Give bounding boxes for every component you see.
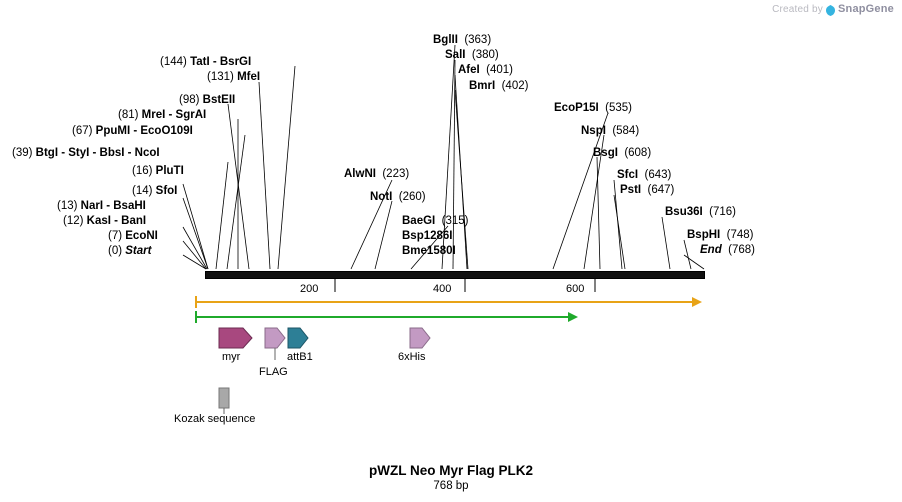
- ruler-tick-label: 400: [433, 283, 452, 295]
- enzyme-label[interactable]: Bsu36I (716): [665, 206, 736, 218]
- enzyme-label[interactable]: (14) SfoI: [132, 185, 178, 197]
- credit-brand: SnapGene: [837, 3, 894, 15]
- enzyme-label[interactable]: BaeGI (315): [402, 215, 469, 227]
- enzyme-label[interactable]: SalI (380): [445, 49, 499, 61]
- credit-prefix: Created by: [772, 3, 823, 15]
- enzyme-label[interactable]: (13) NarI - BsaHI: [57, 200, 146, 212]
- plasmid-length: 768 bp: [433, 480, 469, 492]
- enzyme-label[interactable]: BsgI (608): [593, 147, 652, 159]
- enzyme-label[interactable]: (39) BtgI - StyI - BbsI - NcoI: [12, 147, 160, 159]
- enzyme-label[interactable]: (131) MfeI: [207, 71, 261, 83]
- enzyme-label[interactable]: NotI (260): [370, 191, 426, 203]
- feature-label-myr[interactable]: myr: [222, 351, 241, 363]
- feature-label-6xhis[interactable]: 6xHis: [398, 351, 426, 363]
- ruler-tick-label: 600: [566, 283, 585, 295]
- transcript-track: [196, 311, 578, 323]
- enzyme-label[interactable]: BglII (363): [433, 34, 492, 46]
- sequence-backbone[interactable]: [205, 271, 705, 279]
- feature-label-flag[interactable]: FLAG: [259, 366, 288, 378]
- feature-arrows: [219, 328, 430, 414]
- enzyme-label[interactable]: Bme1580I: [402, 245, 456, 257]
- feature-label-attb1[interactable]: attB1: [287, 351, 313, 363]
- enzyme-label[interactable]: Bsp1286I: [402, 230, 453, 242]
- page-title: pWZL Neo Myr Flag PLK2: [368, 463, 533, 478]
- ruler-tick-label: 200: [300, 283, 319, 295]
- enzyme-label[interactable]: (67) PpuMI - EcoO109I: [72, 125, 193, 137]
- enzyme-label[interactable]: (12) KasI - BanI: [63, 215, 147, 227]
- enzyme-label[interactable]: (7) EcoNI: [108, 230, 158, 242]
- enzyme-label[interactable]: EcoP15I (535): [554, 102, 632, 114]
- enzyme-label[interactable]: SfcI (643): [617, 169, 672, 181]
- feature-label-kozak[interactable]: Kozak sequence: [174, 413, 256, 425]
- enzyme-label[interactable]: (81) MreI - SgrAI: [118, 109, 207, 121]
- enzyme-label[interactable]: (16) PluTI: [132, 165, 184, 177]
- enzyme-label[interactable]: (98) BstEII: [179, 94, 236, 106]
- enzyme-label[interactable]: NspI (584): [581, 125, 640, 137]
- enzyme-label[interactable]: (0) Start: [108, 245, 152, 257]
- enzyme-label[interactable]: PstI (647): [620, 184, 675, 196]
- enzyme-label[interactable]: BmrI (402): [469, 80, 529, 92]
- enzyme-label[interactable]: End (768): [700, 244, 755, 256]
- enzyme-label[interactable]: (144) TatI - BsrGI: [160, 56, 252, 68]
- enzyme-label[interactable]: AfeI (401): [458, 64, 513, 76]
- enzyme-label[interactable]: AlwNI (223): [344, 168, 410, 180]
- enzyme-label[interactable]: BspHI (748): [687, 229, 754, 241]
